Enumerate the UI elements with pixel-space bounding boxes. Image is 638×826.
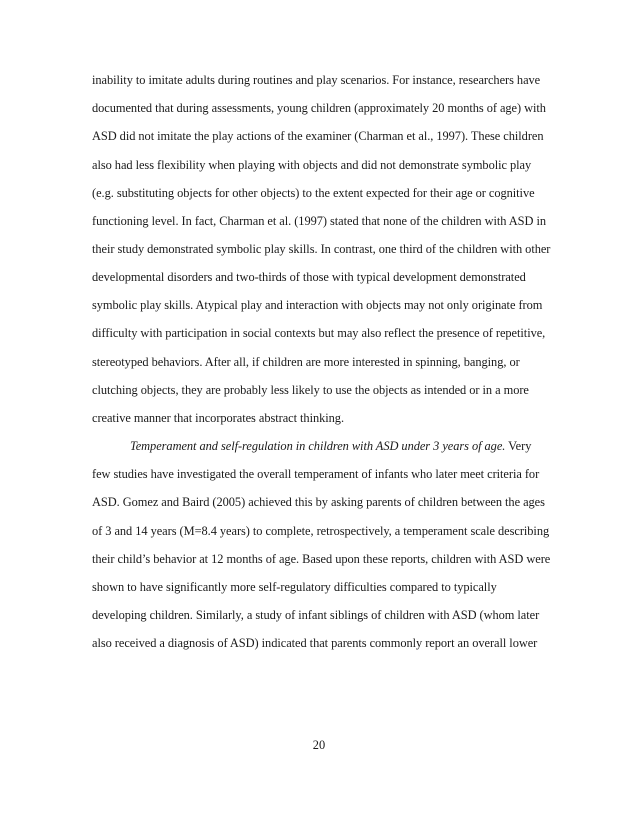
subheading-title: Temperament and self-regulation in children with ASD under 3 years of age. xyxy=(130,439,506,453)
body-line: symbolic play skills. Atypical play and interaction with objects may not only originate from xyxy=(92,298,543,312)
body-line: developmental disorders and two-thirds of those with typical development demonstrated xyxy=(92,270,526,284)
body-line: of 3 and 14 years (M=8.4 years) to complete, retrospectively, a temperament scale describing xyxy=(92,524,550,538)
body-line: stereotyped behaviors. After all, if children are more interested in spinning, banging, or xyxy=(92,355,520,369)
body-line: difficulty with participation in social contexts but may also reflect the presence of repetitive, xyxy=(92,326,546,340)
body-line: also had less flexibility when playing with objects and did not demonstrate symbolic play xyxy=(92,158,532,172)
body-line: clutching objects, they are probably less likely to use the objects as intended or in a more xyxy=(92,383,529,397)
body-line: inability to imitate adults during routines and play scenarios. For instance, researchers have xyxy=(92,73,541,87)
body-line: functioning level. In fact, Charman et al. (1997) stated that none of the children with ASD in xyxy=(92,214,546,228)
body-line: creative manner that incorporates abstract thinking. xyxy=(92,411,344,425)
body-line: few studies have investigated the overall temperament of infants who later meet criteria for xyxy=(92,467,540,481)
body-line: their child’s behavior at 12 months of age. Based upon these reports, children with ASD were xyxy=(92,552,551,566)
body-line: ASD did not imitate the play actions of the examiner (Charman et al., 1997). These children xyxy=(92,129,544,143)
body-line: also received a diagnosis of ASD) indicated that parents commonly report an overall lower xyxy=(92,636,538,650)
subheading-continuation: Very xyxy=(505,439,532,453)
body-line: (e.g. substituting objects for other objects) to the extent expected for their age or cognitive xyxy=(92,186,535,200)
page-number: 20 xyxy=(312,738,326,752)
body-line: documented that during assessments, young children (approximately 20 months of age) with xyxy=(92,101,546,115)
body-line: developing children. Similarly, a study of infant siblings of children with ASD (whom later xyxy=(92,608,540,622)
body-line: shown to have significantly more self-regulatory difficulties compared to typically xyxy=(92,580,497,594)
section-subheading xyxy=(130,438,531,454)
body-line: ASD. Gomez and Baird (2005) achieved this by asking parents of children between the ages xyxy=(92,495,545,509)
body-line: their study demonstrated symbolic play skills. In contrast, one third of the children with other xyxy=(92,242,551,256)
